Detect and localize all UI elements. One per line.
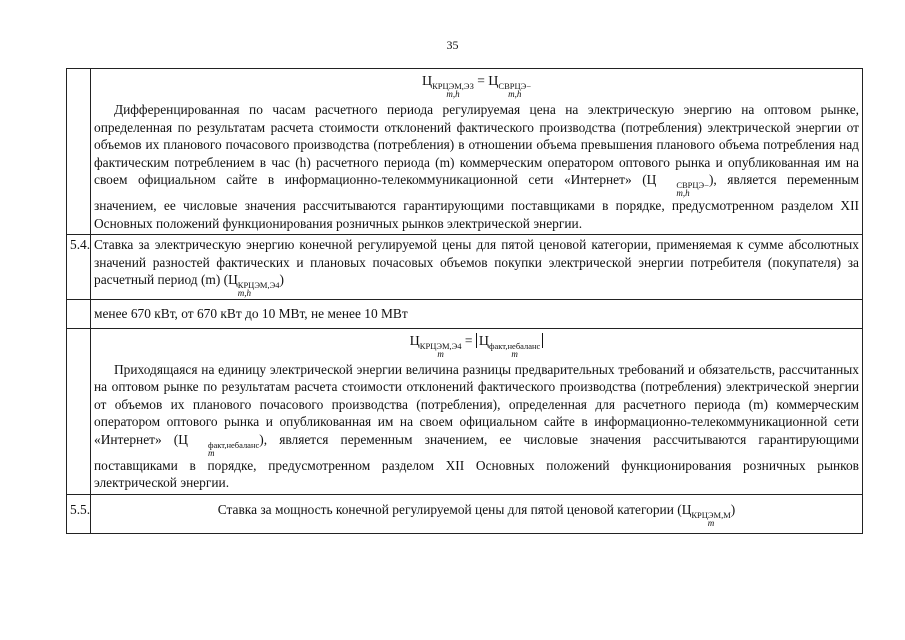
formula-equals: = bbox=[464, 332, 473, 348]
table-row bbox=[67, 300, 863, 329]
inline-symbol: Ц bbox=[178, 431, 188, 447]
paragraph-text: Дифференцированная по часам расчетного периода регулируемая цена на электрическую энергию на оптовом рынке, определенная по результатам расчета стоимости отклонений фактического производства (потребления) электрической энергии от объемов их планового почасового производства (потребления) в отношении объема превышения планового объема потребления над фактическим потреблением в час (h) расчетного периода (m) коммерческим оператором оптового рынка и опубликованная им на своем официальном сайте в информационно-телекоммуникационной сети «Интернет» ( bbox=[94, 102, 859, 187]
inline-superscript: КРЦЭМ,М bbox=[691, 509, 731, 520]
formula-subscript: m,h bbox=[508, 89, 522, 99]
formula-equals: = bbox=[477, 73, 485, 88]
formula-superscript: КРЦЭМ,Э4 bbox=[419, 340, 462, 351]
paragraph-text: ) bbox=[730, 501, 736, 517]
row-number-cell: 5.5. bbox=[67, 494, 91, 533]
inline-subscript: m bbox=[707, 517, 715, 528]
page-number: 35 bbox=[446, 38, 459, 52]
table-row bbox=[67, 328, 863, 494]
absolute-value bbox=[476, 333, 543, 359]
formula bbox=[94, 72, 859, 98]
tariff-table bbox=[66, 68, 863, 534]
paragraph-text: ), является переменным значением, ее числовые значения рассчитываются гарантирующими поставщиками в порядке, предусмотренном разделом XII Основных положений функционирования розничных рынков электрической энергии. bbox=[94, 431, 859, 490]
table-row bbox=[67, 235, 863, 300]
row-content-cell bbox=[91, 235, 863, 300]
paragraph-text: ), является переменным значением, ее числовые значения рассчитываются гарантирующими поставщиками в порядке, предусмотренном разделом XII Основных положений функционирования розничных рынков электрической энергии. bbox=[94, 172, 859, 231]
formula-superscript: факт,небаланс bbox=[489, 340, 541, 351]
row-number-cell bbox=[67, 300, 91, 329]
formula-subscript: m bbox=[437, 348, 444, 359]
row-content-cell bbox=[91, 494, 863, 533]
inline-symbol: Ц bbox=[228, 272, 238, 287]
inline-symbol: Ц bbox=[646, 172, 657, 187]
formula-symbol: Ц bbox=[488, 74, 499, 89]
formula-symbol: Ц bbox=[478, 333, 489, 349]
paragraph-text: Приходящаяся на единицу электрической энергии величина разницы предварительных требований и обязательств, рассчитанных на оптовом рынке по результатам расчета стоимости отклонений фактического производства (потребления) электрической энергии от объемов их планового почасового производства (потребления), определенная для расчетного периода (m) коммерческим оператором оптового рынка и опубликованная им на своем официальном сайте в информационно-телекоммуникационной сети «Интернет» ( bbox=[94, 361, 859, 447]
rate-description bbox=[94, 236, 859, 297]
formula-superscript: СВРЦЭ− bbox=[498, 81, 532, 91]
paragraph-text: Ставка за мощность конечной регулируемой цены для пятой ценовой категории ( bbox=[217, 501, 682, 517]
row-content-cell bbox=[91, 300, 863, 329]
table-row bbox=[67, 494, 863, 533]
formula-symbol: Ц bbox=[409, 333, 420, 349]
row-content-cell bbox=[91, 69, 863, 235]
power-ranges: менее 670 кВт, от 670 кВт до 10 МВт, не менее 10 МВт bbox=[94, 306, 408, 321]
formula-subscript: m bbox=[511, 348, 518, 359]
formula bbox=[94, 332, 859, 358]
definition-paragraph bbox=[94, 101, 859, 232]
definition-paragraph bbox=[94, 361, 859, 492]
paragraph-text: Ставка за электрическую энергию конечной регулируемой цены для пятой ценовой категории, применяемая к сумме абсолютных значений разностей фактических и плановых почасовых объемов покупки электрической энергии потребителя (покупателя) за расчетный период (m) ( bbox=[94, 237, 859, 287]
row-number-cell: 5.4. bbox=[67, 235, 91, 300]
inline-superscript: СВРЦЭ− bbox=[676, 180, 709, 190]
row-number-cell bbox=[67, 69, 91, 235]
formula-superscript: КРЦЭМ,ЭЗ bbox=[432, 81, 474, 91]
inline-subscript: m,h bbox=[676, 188, 690, 198]
inline-superscript: КРЦЭМ,Э4 bbox=[237, 280, 280, 290]
row-number-cell bbox=[67, 328, 91, 494]
inline-symbol: Ц bbox=[681, 501, 692, 517]
formula-symbol: Ц bbox=[421, 74, 433, 89]
formula-subscript: m,h bbox=[446, 89, 460, 99]
paragraph-text: ) bbox=[279, 272, 284, 287]
table-row bbox=[67, 69, 863, 235]
inline-subscript: m bbox=[207, 447, 215, 458]
inline-subscript: m,h bbox=[237, 288, 252, 298]
rate-description bbox=[94, 501, 859, 527]
row-content-cell bbox=[91, 328, 863, 494]
inline-superscript: факт,небаланс bbox=[207, 439, 260, 450]
